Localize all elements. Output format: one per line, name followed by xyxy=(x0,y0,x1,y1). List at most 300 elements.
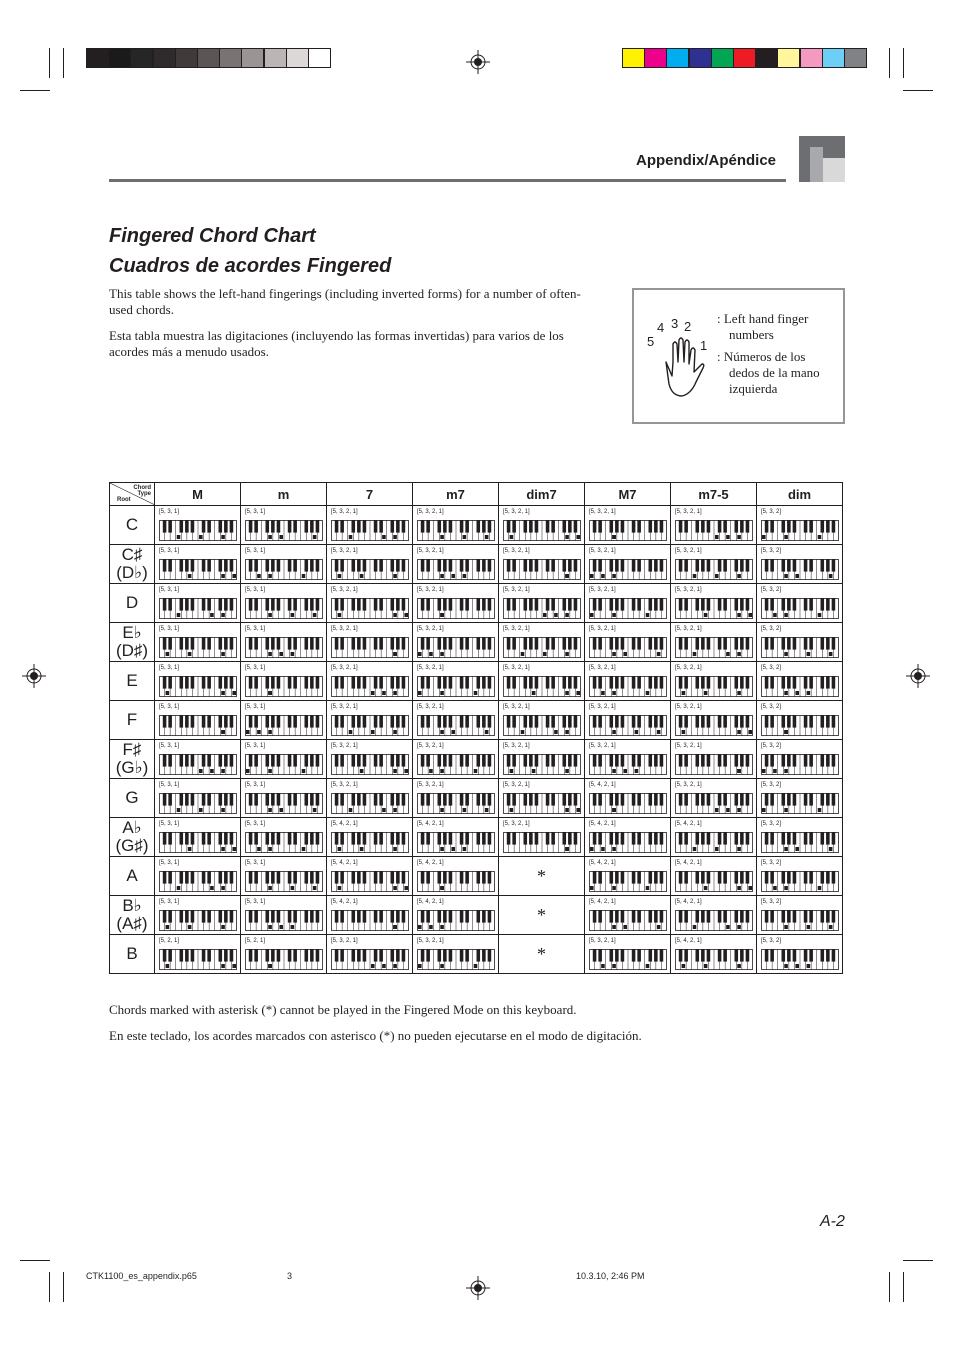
keyboard-diagram-icon xyxy=(331,871,409,892)
fingering-label: [5, 3, 2, 1] xyxy=(331,704,358,710)
chord-cell xyxy=(499,701,585,740)
chord-cell xyxy=(155,896,241,935)
table-row xyxy=(110,584,843,623)
fingering-label: [5, 3, 2, 1] xyxy=(417,743,444,749)
chord-cell xyxy=(413,545,499,584)
chord-cell xyxy=(413,779,499,818)
color-swatch xyxy=(711,48,734,68)
keyboard-diagram-icon xyxy=(417,793,495,814)
keyboard-diagram-icon xyxy=(159,754,237,775)
chord-cell xyxy=(671,740,757,779)
root-cell xyxy=(110,857,155,896)
fingering-label: [5, 3, 2] xyxy=(761,548,782,554)
fingering-label: [5, 3, 1] xyxy=(245,821,266,827)
root-note: F♯ xyxy=(122,740,142,759)
keyboard-diagram-icon xyxy=(589,598,667,619)
corner-root-label: Root xyxy=(117,497,131,503)
gray-swatch xyxy=(219,48,242,68)
keyboard-diagram-icon xyxy=(245,676,323,697)
keyboard-diagram-icon xyxy=(675,754,753,775)
finger-number-4: 4 xyxy=(657,320,665,335)
fingering-label: [5, 3, 2, 1] xyxy=(675,665,702,671)
chord-cell xyxy=(585,701,671,740)
section-label: Appendix/Apéndice xyxy=(636,152,777,169)
keyboard-diagram-icon xyxy=(589,871,667,892)
chord-cell xyxy=(241,857,327,896)
fingering-label: [5, 3, 1] xyxy=(159,899,180,905)
gray-swatch xyxy=(153,48,176,68)
fingering-label: [5, 3, 1] xyxy=(245,548,266,554)
header-rule xyxy=(109,179,786,182)
keyboard-diagram-icon xyxy=(589,910,667,931)
root-cell xyxy=(110,545,155,584)
root-note: B xyxy=(126,944,138,963)
keyboard-diagram-icon xyxy=(331,949,409,970)
asterisk-note-en: Chords marked with asterisk (*) cannot be played in the Fingered Mode on this keyboard. xyxy=(109,1002,577,1017)
table-row xyxy=(110,701,843,740)
keyboard-diagram-icon xyxy=(159,637,237,658)
chord-cell xyxy=(757,584,843,623)
keyboard-diagram-icon xyxy=(159,949,237,970)
keyboard-diagram-icon xyxy=(675,910,753,931)
keyboard-diagram-icon xyxy=(417,520,495,541)
chord-cell xyxy=(757,818,843,857)
chord-cell xyxy=(585,779,671,818)
legend-en-line2: numbers xyxy=(729,327,774,342)
chord-cell xyxy=(413,740,499,779)
chord-cell xyxy=(585,740,671,779)
chord-cell xyxy=(241,662,327,701)
keyboard-diagram-icon xyxy=(331,676,409,697)
fingering-label: [5, 3, 2, 1] xyxy=(503,665,530,671)
page-title-en: Fingered Chord Chart xyxy=(109,225,316,247)
keyboard-diagram-icon xyxy=(245,637,323,658)
chord-cell xyxy=(241,545,327,584)
registration-mark-icon xyxy=(906,664,930,688)
fingering-label: [5, 3, 2] xyxy=(761,509,782,515)
chord-cell xyxy=(499,506,585,545)
keyboard-diagram-icon xyxy=(675,949,753,970)
gray-swatch xyxy=(264,48,287,68)
fingering-label: [5, 4, 2, 1] xyxy=(675,821,702,827)
chord-cell xyxy=(757,935,843,974)
chord-cell xyxy=(241,506,327,545)
chord-cell xyxy=(155,545,241,584)
fingering-label: [5, 3, 1] xyxy=(245,860,266,866)
root-cell xyxy=(110,701,155,740)
chord-chart-table xyxy=(109,482,843,974)
keyboard-diagram-icon xyxy=(245,832,323,853)
fingering-label: [5, 3, 2, 1] xyxy=(589,509,616,515)
root-note: C xyxy=(125,515,139,534)
column-header: m7-5 xyxy=(671,483,757,506)
keyboard-diagram-icon xyxy=(761,637,839,658)
fingering-label: [5, 3, 2, 1] xyxy=(675,704,702,710)
fingering-label: [5, 4, 2, 1] xyxy=(589,860,616,866)
gray-swatch xyxy=(308,48,331,68)
chord-cell xyxy=(757,701,843,740)
root-alt-note: (G♯) xyxy=(115,836,149,855)
keyboard-diagram-icon xyxy=(503,637,581,658)
table-row xyxy=(110,506,843,545)
root-note: D xyxy=(125,593,139,612)
keyboard-diagram-icon xyxy=(589,832,667,853)
gray-swatch xyxy=(86,48,109,68)
fingering-label: [5, 3, 2] xyxy=(761,704,782,710)
registration-mark-icon xyxy=(22,664,46,688)
crop-mark xyxy=(20,1260,50,1261)
keyboard-diagram-icon xyxy=(245,715,323,736)
chord-cell xyxy=(241,896,327,935)
fingering-label: [5, 3, 2, 1] xyxy=(331,782,358,788)
fingering-label: [5, 4, 2, 1] xyxy=(589,899,616,905)
keyboard-diagram-icon xyxy=(589,559,667,580)
keyboard-diagram-icon xyxy=(331,754,409,775)
crop-mark xyxy=(889,48,890,78)
fingering-label: [5, 4, 2, 1] xyxy=(675,938,702,944)
table-header-row xyxy=(110,483,843,506)
chord-cell xyxy=(585,896,671,935)
chord-cell xyxy=(585,935,671,974)
keyboard-diagram-icon xyxy=(675,793,753,814)
fingering-label: [5, 3, 1] xyxy=(245,743,266,749)
color-swatch xyxy=(777,48,800,68)
keyboard-diagram-icon xyxy=(417,715,495,736)
fingering-label: [5, 3, 2, 1] xyxy=(331,938,358,944)
fingering-label: [5, 4, 2, 1] xyxy=(675,860,702,866)
keyboard-diagram-icon xyxy=(503,715,581,736)
column-header: m7 xyxy=(413,483,499,506)
gray-swatch xyxy=(286,48,309,68)
fingering-label: [5, 3, 2, 1] xyxy=(589,548,616,554)
root-cell xyxy=(110,896,155,935)
chord-cell xyxy=(413,623,499,662)
fingering-label: [5, 3, 1] xyxy=(159,665,180,671)
keyboard-diagram-icon xyxy=(417,754,495,775)
keyboard-diagram-icon xyxy=(589,754,667,775)
fingering-label: [5, 3, 2, 1] xyxy=(331,743,358,749)
page-title-es: Cuadros de acordes Fingered xyxy=(109,255,392,277)
corner-type-label: Chord Type xyxy=(133,485,151,497)
root-cell xyxy=(110,662,155,701)
keyboard-diagram-icon xyxy=(245,949,323,970)
chord-cell xyxy=(413,701,499,740)
chord-cell xyxy=(757,662,843,701)
root-note: A♭ xyxy=(122,818,142,837)
keyboard-diagram-icon xyxy=(159,715,237,736)
keyboard-diagram-icon xyxy=(417,832,495,853)
keyboard-diagram-icon xyxy=(245,871,323,892)
chord-cell xyxy=(413,584,499,623)
chord-cell xyxy=(155,779,241,818)
keyboard-diagram-icon xyxy=(331,559,409,580)
intro-es: Esta tabla muestra las digitaciones (incluyendo las formas invertidas) para varios de los acordes más a menudo usados. xyxy=(109,328,564,359)
chord-cell xyxy=(241,623,327,662)
fingering-label: [5, 4, 2, 1] xyxy=(417,860,444,866)
fingering-label: [5, 3, 2, 1] xyxy=(675,587,702,593)
legend-es-line3: izquierda xyxy=(729,381,778,396)
fingering-label: [5, 3, 1] xyxy=(245,665,266,671)
keyboard-diagram-icon xyxy=(417,676,495,697)
chord-cell xyxy=(327,545,413,584)
fingering-label: [5, 3, 1] xyxy=(245,899,266,905)
crop-mark xyxy=(889,1272,890,1302)
keyboard-diagram-icon xyxy=(417,871,495,892)
keyboard-diagram-icon xyxy=(159,832,237,853)
column-header: 7 xyxy=(327,483,413,506)
fingering-label: [5, 3, 2, 1] xyxy=(503,548,530,554)
fingering-label: [5, 3, 1] xyxy=(159,548,180,554)
legend-en-line1: : Left hand finger xyxy=(717,311,809,326)
fingering-label: [5, 4, 2, 1] xyxy=(589,782,616,788)
page-number: A-2 xyxy=(820,1213,845,1230)
chord-cell xyxy=(499,584,585,623)
chord-cell xyxy=(757,506,843,545)
keyboard-diagram-icon xyxy=(675,637,753,658)
root-alt-note: (G♭) xyxy=(115,758,149,777)
chord-cell xyxy=(499,623,585,662)
chord-cell xyxy=(241,740,327,779)
root-alt-note: (A♯) xyxy=(116,914,148,933)
chord-cell xyxy=(327,506,413,545)
chord-cell xyxy=(241,935,327,974)
color-swatch xyxy=(800,48,823,68)
chord-cell xyxy=(155,857,241,896)
table-row xyxy=(110,740,843,779)
table-row xyxy=(110,818,843,857)
chord-cell xyxy=(327,584,413,623)
table-row xyxy=(110,545,843,584)
color-swatch xyxy=(666,48,689,68)
root-note: B♭ xyxy=(122,896,142,915)
keyboard-diagram-icon xyxy=(761,559,839,580)
chord-cell xyxy=(671,701,757,740)
fingering-label: [5, 3, 2, 1] xyxy=(417,587,444,593)
fingering-label: [5, 3, 2, 1] xyxy=(331,587,358,593)
legend-es-line1: : Números de los xyxy=(717,349,806,364)
keyboard-diagram-icon xyxy=(761,715,839,736)
fingering-label: [5, 3, 2, 1] xyxy=(589,704,616,710)
fingering-label: [5, 3, 2] xyxy=(761,860,782,866)
keyboard-diagram-icon xyxy=(331,910,409,931)
keyboard-diagram-icon xyxy=(159,676,237,697)
keyboard-diagram-icon xyxy=(417,598,495,619)
fingering-label: [5, 3, 1] xyxy=(245,509,266,515)
chord-cell xyxy=(585,857,671,896)
fingering-label: [5, 3, 2, 1] xyxy=(417,548,444,554)
fingering-label: [5, 3, 2, 1] xyxy=(417,626,444,632)
root-cell xyxy=(110,935,155,974)
chord-cell xyxy=(413,935,499,974)
fingering-label: [5, 3, 2, 1] xyxy=(417,509,444,515)
chord-cell xyxy=(155,623,241,662)
chord-cell xyxy=(585,623,671,662)
chord-cell xyxy=(585,584,671,623)
root-cell xyxy=(110,740,155,779)
fingering-label: [5, 3, 2, 1] xyxy=(675,548,702,554)
chord-cell xyxy=(327,857,413,896)
keyboard-diagram-icon xyxy=(245,910,323,931)
chord-cell xyxy=(413,818,499,857)
table-corner-cell xyxy=(110,483,155,506)
fingering-label: [5, 3, 2, 1] xyxy=(503,509,530,515)
fingering-label: [5, 3, 2] xyxy=(761,587,782,593)
chord-cell xyxy=(499,545,585,584)
fingering-label: [5, 3, 1] xyxy=(245,782,266,788)
keyboard-diagram-icon xyxy=(503,754,581,775)
fingering-label: [5, 3, 2] xyxy=(761,782,782,788)
fingering-label: [5, 3, 2, 1] xyxy=(589,938,616,944)
footer-page: 3 xyxy=(287,1271,293,1281)
fingering-label: [5, 3, 1] xyxy=(245,626,266,632)
fingering-label: [5, 4, 2, 1] xyxy=(417,899,444,905)
chord-cell xyxy=(327,818,413,857)
chord-cell xyxy=(241,584,327,623)
chord-cell xyxy=(499,779,585,818)
chord-cell xyxy=(671,584,757,623)
keyboard-diagram-icon xyxy=(331,520,409,541)
registration-mark-icon xyxy=(466,50,490,74)
color-swatch xyxy=(733,48,756,68)
root-note: E xyxy=(126,671,138,690)
keyboard-diagram-icon xyxy=(417,949,495,970)
color-swatch xyxy=(689,48,712,68)
chord-cell xyxy=(757,623,843,662)
fingering-label: [5, 3, 2, 1] xyxy=(417,704,444,710)
chord-cell xyxy=(671,935,757,974)
fingering-label: [5, 4, 2, 1] xyxy=(331,821,358,827)
chord-cell xyxy=(241,818,327,857)
chord-cell xyxy=(327,779,413,818)
table-row xyxy=(110,896,843,935)
fingering-label: [5, 3, 2, 1] xyxy=(331,626,358,632)
fingering-label: [5, 3, 2, 1] xyxy=(589,665,616,671)
asterisk-note-es: En este teclado, los acordes marcados con asterisco (*) no pueden ejecutarse en el modo de digitación. xyxy=(109,1028,642,1043)
gray-swatch xyxy=(130,48,153,68)
fingering-label: [5, 3, 1] xyxy=(159,587,180,593)
chord-cell xyxy=(327,662,413,701)
root-cell xyxy=(110,506,155,545)
finger-number-5: 5 xyxy=(647,334,655,349)
table-row xyxy=(110,935,843,974)
keyboard-diagram-icon xyxy=(331,793,409,814)
fingering-label: [5, 3, 1] xyxy=(159,821,180,827)
fingering-label: [5, 3, 2, 1] xyxy=(331,665,358,671)
footer-date: 10.3.10, 2:46 PM xyxy=(576,1271,645,1281)
chord-cell xyxy=(499,662,585,701)
chord-cell xyxy=(757,779,843,818)
keyboard-diagram-icon xyxy=(503,598,581,619)
gray-swatch xyxy=(241,48,264,68)
keyboard-diagram-icon xyxy=(589,793,667,814)
root-note: E♭ xyxy=(122,623,142,642)
gray-swatch xyxy=(197,48,220,68)
chord-cell xyxy=(757,896,843,935)
crop-mark xyxy=(63,1272,64,1302)
table-row xyxy=(110,662,843,701)
keyboard-diagram-icon xyxy=(675,598,753,619)
keyboard-diagram-icon xyxy=(245,598,323,619)
fingering-label: [5, 3, 2, 1] xyxy=(503,782,530,788)
chord-cell xyxy=(585,818,671,857)
keyboard-diagram-icon xyxy=(761,910,839,931)
chord-cell xyxy=(671,545,757,584)
fingering-label: [5, 3, 1] xyxy=(159,509,180,515)
keyboard-diagram-icon xyxy=(331,637,409,658)
keyboard-diagram-icon xyxy=(761,793,839,814)
root-note: G xyxy=(125,788,139,807)
chord-cell xyxy=(671,896,757,935)
chord-cell xyxy=(671,506,757,545)
keyboard-diagram-icon xyxy=(159,520,237,541)
legend-es-line2: dedos de la mano xyxy=(729,365,820,380)
chord-cell xyxy=(327,740,413,779)
chord-cell xyxy=(499,740,585,779)
asterisk-mark: * xyxy=(537,905,546,925)
keyboard-diagram-icon xyxy=(331,832,409,853)
finger-number-2: 2 xyxy=(684,319,692,334)
chord-cell xyxy=(155,740,241,779)
keyboard-diagram-icon xyxy=(589,715,667,736)
crop-mark xyxy=(903,1260,933,1261)
crop-mark xyxy=(63,48,64,78)
fingering-label: [5, 4, 2, 1] xyxy=(417,821,444,827)
column-header: dim xyxy=(757,483,843,506)
chord-cell xyxy=(413,506,499,545)
table-row xyxy=(110,623,843,662)
chord-cell xyxy=(155,506,241,545)
gray-swatch xyxy=(108,48,131,68)
crop-mark xyxy=(20,90,50,91)
fingering-label: [5, 3, 2] xyxy=(761,899,782,905)
fingering-label: [5, 4, 2, 1] xyxy=(331,899,358,905)
chord-cell xyxy=(585,545,671,584)
chord-cell xyxy=(413,662,499,701)
keyboard-diagram-icon xyxy=(761,832,839,853)
chord-cell xyxy=(499,896,585,935)
keyboard-diagram-icon xyxy=(159,598,237,619)
crop-mark xyxy=(903,90,933,91)
keyboard-diagram-icon xyxy=(503,559,581,580)
fingering-label: [5, 3, 2, 1] xyxy=(675,743,702,749)
keyboard-diagram-icon xyxy=(675,520,753,541)
crop-mark xyxy=(49,1272,50,1302)
keyboard-diagram-icon xyxy=(417,559,495,580)
root-cell xyxy=(110,779,155,818)
chord-cell xyxy=(671,857,757,896)
fingering-label: [5, 3, 2, 1] xyxy=(503,626,530,632)
column-header: M xyxy=(155,483,241,506)
fingering-label: [5, 3, 1] xyxy=(159,704,180,710)
fingering-label: [5, 3, 1] xyxy=(159,626,180,632)
keyboard-diagram-icon xyxy=(331,598,409,619)
table-row xyxy=(110,779,843,818)
fingering-label: [5, 3, 2, 1] xyxy=(417,782,444,788)
fingering-label: [5, 3, 2, 1] xyxy=(589,587,616,593)
fingering-label: [5, 3, 2, 1] xyxy=(675,626,702,632)
fingering-label: [5, 4, 2, 1] xyxy=(675,899,702,905)
keyboard-diagram-icon xyxy=(589,676,667,697)
keyboard-diagram-icon xyxy=(503,832,581,853)
section-tab-inner xyxy=(810,147,823,182)
fingering-label: [5, 3, 2, 1] xyxy=(331,548,358,554)
fingering-label: [5, 3, 2, 1] xyxy=(503,821,530,827)
chord-cell xyxy=(499,818,585,857)
registration-mark-icon xyxy=(466,1276,490,1300)
fingering-label: [5, 4, 2, 1] xyxy=(331,860,358,866)
keyboard-diagram-icon xyxy=(417,637,495,658)
section-tab-highlight xyxy=(823,158,845,182)
